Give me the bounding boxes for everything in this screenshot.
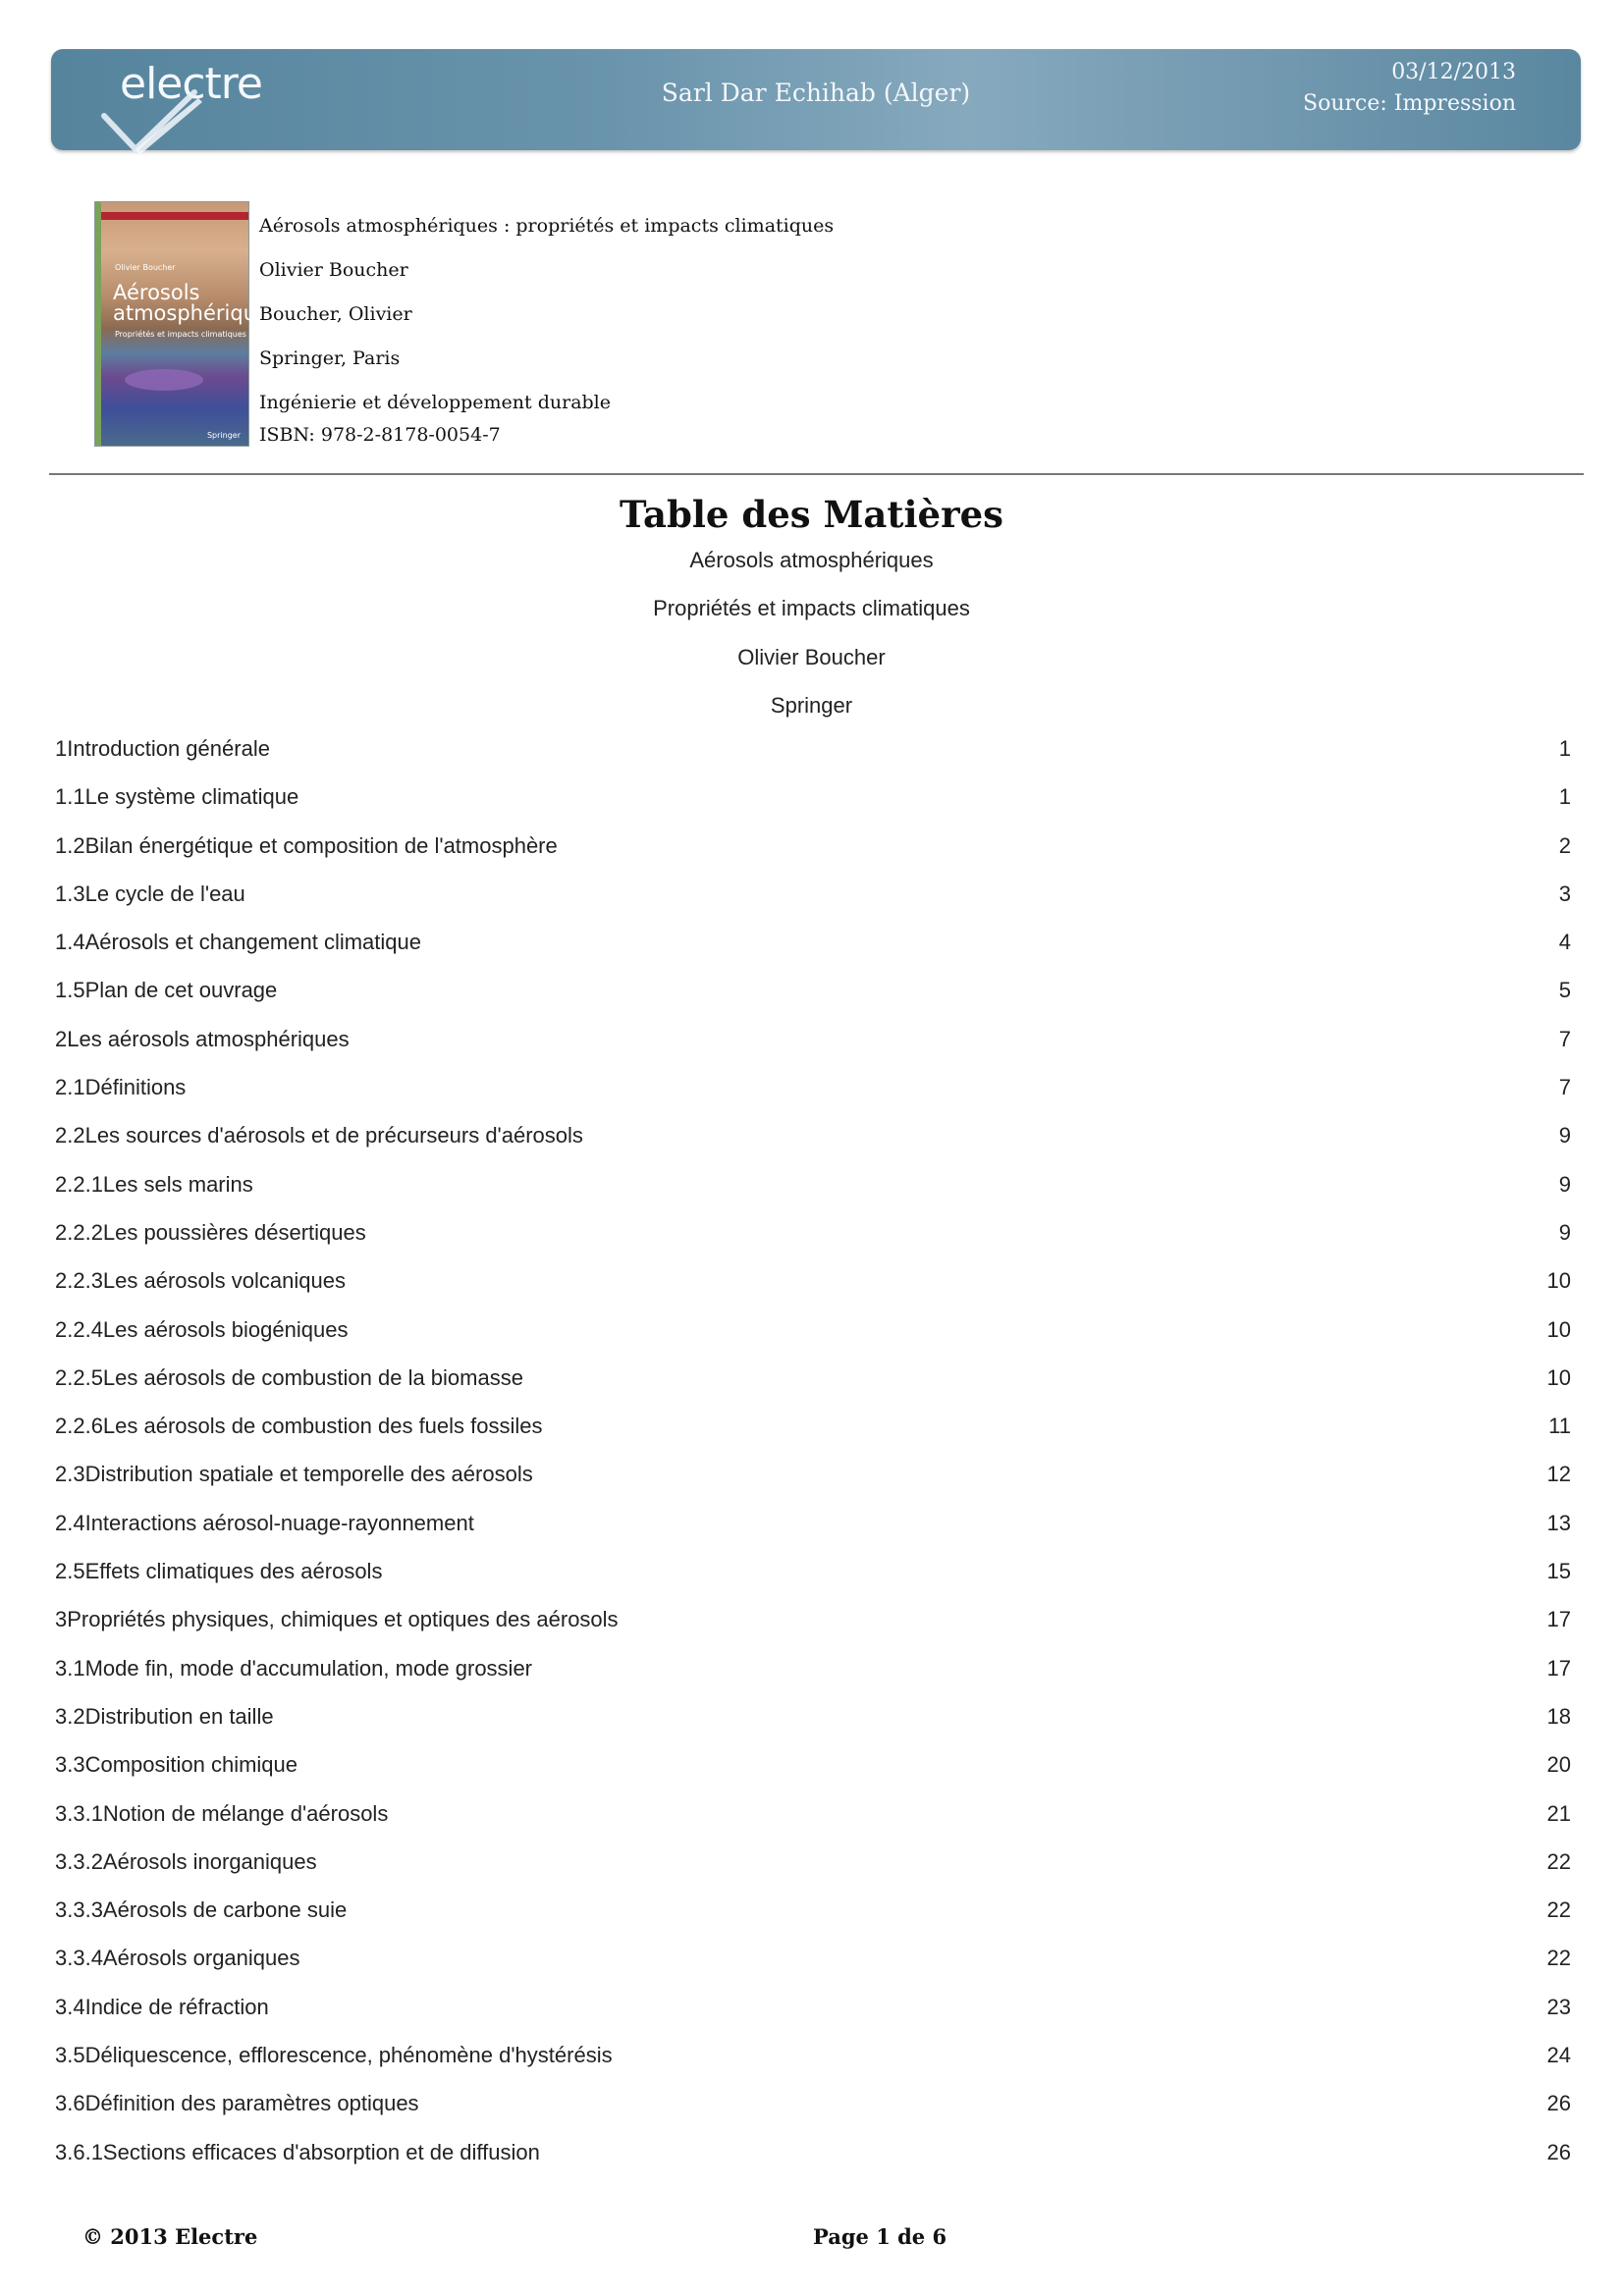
toc-entry-page: 11 — [1548, 1414, 1571, 1439]
toc-entry — [55, 1752, 1571, 1800]
header-banner — [51, 49, 1581, 150]
toc-entry — [55, 833, 1571, 881]
divider — [49, 473, 1584, 475]
toc-entry-page: 15 — [1546, 1559, 1571, 1584]
toc-entry — [55, 1414, 1571, 1462]
toc-entry-page: 9 — [1558, 1219, 1571, 1245]
toc-entry — [55, 1220, 1571, 1268]
cover-publisher: Springer — [206, 431, 241, 440]
toc-entry — [55, 1897, 1571, 1946]
toc-entry — [55, 1365, 1571, 1414]
toc-list — [55, 736, 1571, 2188]
toc-entry-page: 22 — [1546, 1848, 1571, 1874]
toc-entry — [55, 1268, 1571, 1316]
book-cover-image — [94, 201, 280, 447]
toc-entry-label: 3.3.1Notion de mélange d'aérosols — [55, 1800, 389, 1826]
toc-entry-label: 3.1Mode fin, mode d'accumulation, mode grossier — [55, 1655, 533, 1681]
cover-map-graphic — [125, 369, 203, 391]
toc-entry-page: 10 — [1546, 1268, 1571, 1294]
company-name: Sarl Dar Echihab (Alger) — [661, 79, 971, 107]
toc-entry — [55, 1511, 1571, 1559]
toc-subtitle-line: Springer — [770, 693, 853, 718]
cover-title-line1: Aérosols — [113, 281, 200, 304]
toc-entry-page: 18 — [1546, 1703, 1571, 1729]
toc-entry-page: 23 — [1546, 1994, 1571, 2019]
toc-entry-label: 1.5Plan de cet ouvrage — [55, 978, 278, 1003]
toc-entry — [55, 1849, 1571, 1897]
toc-entry — [55, 1607, 1571, 1655]
toc-entry-label: 3.3.2Aérosols inorganiques — [55, 1848, 317, 1874]
toc-entry-label: 2.2.3Les aérosols volcaniques — [55, 1268, 346, 1294]
copyright: © 2013 Electre — [82, 2224, 258, 2249]
book-info — [259, 211, 834, 450]
toc-entry — [55, 1946, 1571, 1994]
toc-entry — [55, 881, 1571, 930]
toc-entry-label: 2.1Définitions — [55, 1075, 187, 1100]
toc-entry-label: 3.4Indice de réfraction — [55, 1994, 269, 2019]
book-publisher: Springer, Paris — [259, 347, 401, 369]
toc-entry-label: 3.3Composition chimique — [55, 1752, 298, 1778]
toc-entry — [55, 930, 1571, 978]
toc-entry-page: 24 — [1546, 2043, 1571, 2068]
toc-entry-page: 7 — [1558, 1026, 1571, 1051]
toc-entry-label: 1.4Aérosols et changement climatique — [55, 930, 421, 955]
page-number: Page 1 de 6 — [813, 2224, 947, 2249]
toc-entry-page: 3 — [1558, 881, 1571, 906]
toc-entry-label: 2.2.5Les aérosols de combustion de la biomasse — [55, 1364, 523, 1390]
toc-entry — [55, 978, 1571, 1026]
toc-entry-page: 17 — [1546, 1607, 1571, 1632]
toc-entry-label: 3.6Définition des paramètres optiques — [55, 2091, 419, 2116]
book-author-index: Boucher, Olivier — [259, 303, 412, 325]
toc-entry — [55, 1123, 1571, 1171]
toc-entry — [55, 1995, 1571, 2043]
toc-entry-label: 2.5Effets climatiques des aérosols — [55, 1559, 383, 1584]
toc-entry-label: 2Les aérosols atmosphériques — [55, 1026, 350, 1051]
toc-entry-page: 22 — [1546, 1897, 1571, 1923]
toc-entry-page: 20 — [1546, 1752, 1571, 1778]
toc-subtitle-line: Aérosols atmosphériques — [689, 548, 934, 572]
toc-entry-page: 2 — [1558, 832, 1571, 858]
toc-entry-label: 3.3.3Aérosols de carbone suie — [55, 1897, 348, 1923]
electre-logo: electre — [120, 59, 263, 109]
toc-entry — [55, 2043, 1571, 2091]
toc-entry-page: 13 — [1546, 1510, 1571, 1535]
toc-entry-label: 1.1Le système climatique — [55, 784, 299, 810]
toc-subtitle-line: Olivier Boucher — [737, 645, 886, 669]
print-date: 03/12/2013 — [1391, 60, 1516, 84]
cover-author: Olivier Boucher — [115, 263, 176, 272]
toc-entry — [55, 1704, 1571, 1752]
toc-entry-page: 10 — [1546, 1316, 1571, 1342]
toc-entry — [55, 1317, 1571, 1365]
toc-entry-page: 7 — [1558, 1075, 1571, 1100]
toc-entry-label: 3.2Distribution en taille — [55, 1703, 274, 1729]
toc-entry-label: 2.4Interactions aérosol-nuage-rayonnement — [55, 1510, 474, 1535]
header-meta — [1303, 57, 1516, 120]
cover-subtitle: Propriétés et impacts climatiques — [115, 330, 246, 339]
toc-entry — [55, 1559, 1571, 1607]
book-isbn: ISBN: 978-2-8178-0054-7 — [259, 424, 501, 446]
toc-entry-label: 2.2.1Les sels marins — [55, 1171, 253, 1197]
toc-entry-label: 3.6.1Sections efficaces d'absorption et de diffusion — [55, 2139, 540, 2164]
toc-entry-page: 26 — [1546, 2091, 1571, 2116]
toc-entry-page: 10 — [1546, 1364, 1571, 1390]
toc-entry — [55, 2140, 1571, 2188]
toc-entry-label: 2.2Les sources d'aérosols et de précurseurs d'aérosols — [55, 1123, 583, 1148]
toc-entry-label: 3Propriétés physiques, chimiques et optiques des aérosols — [55, 1607, 619, 1632]
toc-entry-label: 1.3Le cycle de l'eau — [55, 881, 245, 906]
toc-entry — [55, 1462, 1571, 1510]
toc-entry — [55, 784, 1571, 832]
toc-subtitle-line: Propriétés et impacts climatiques — [653, 596, 970, 620]
toc-entry-page: 21 — [1546, 1800, 1571, 1826]
toc-entry-label: 1.2Bilan énergétique et composition de l'atmosphère — [55, 832, 558, 858]
source-label: Source: Impression — [1303, 91, 1516, 116]
toc-entry-label: 2.2.6Les aérosols de combustion des fuels fossiles — [55, 1414, 543, 1439]
toc-entry-label: 2.2.2Les poussières désertiques — [55, 1219, 366, 1245]
toc-entry-page: 1 — [1558, 784, 1571, 810]
book-series: Ingénierie et développement durable — [259, 392, 612, 413]
toc-entry-page: 4 — [1558, 930, 1571, 955]
toc-entry-label: 1Introduction générale — [55, 736, 270, 761]
toc-entry-label: 3.3.4Aérosols organiques — [55, 1946, 300, 1971]
toc-entry-page: 26 — [1546, 2139, 1571, 2164]
toc-entry — [55, 2091, 1571, 2139]
toc-heading: Table des Matières — [620, 493, 1003, 536]
toc-entry-page: 5 — [1558, 978, 1571, 1003]
toc-entry — [55, 1172, 1571, 1220]
toc-entry — [55, 1656, 1571, 1704]
toc-entry-page: 12 — [1546, 1462, 1571, 1487]
toc-entry-page: 9 — [1558, 1123, 1571, 1148]
toc-entry — [55, 1801, 1571, 1849]
toc-entry-label: 2.3Distribution spatiale et temporelle des aérosols — [55, 1462, 533, 1487]
cover-title-line2: atmosphériques — [113, 301, 280, 325]
toc-entry — [55, 736, 1571, 784]
book-title: Aérosols atmosphériques : propriétés et impacts climatiques — [259, 215, 835, 237]
toc-entry-label: 3.5Déliquescence, efflorescence, phénomène d'hystérésis — [55, 2043, 613, 2068]
toc-entry-label: 2.2.4Les aérosols biogéniques — [55, 1316, 349, 1342]
cover-stripe — [95, 202, 101, 446]
toc-entry-page: 17 — [1546, 1655, 1571, 1681]
toc-entry-page: 9 — [1558, 1171, 1571, 1197]
toc-entry — [55, 1027, 1571, 1075]
toc-entry — [55, 1075, 1571, 1123]
toc-entry-page: 22 — [1546, 1946, 1571, 1971]
toc-entry-page: 1 — [1558, 736, 1571, 761]
book-author: Olivier Boucher — [259, 259, 408, 281]
cover-band — [95, 212, 248, 220]
cover-title — [113, 283, 280, 324]
